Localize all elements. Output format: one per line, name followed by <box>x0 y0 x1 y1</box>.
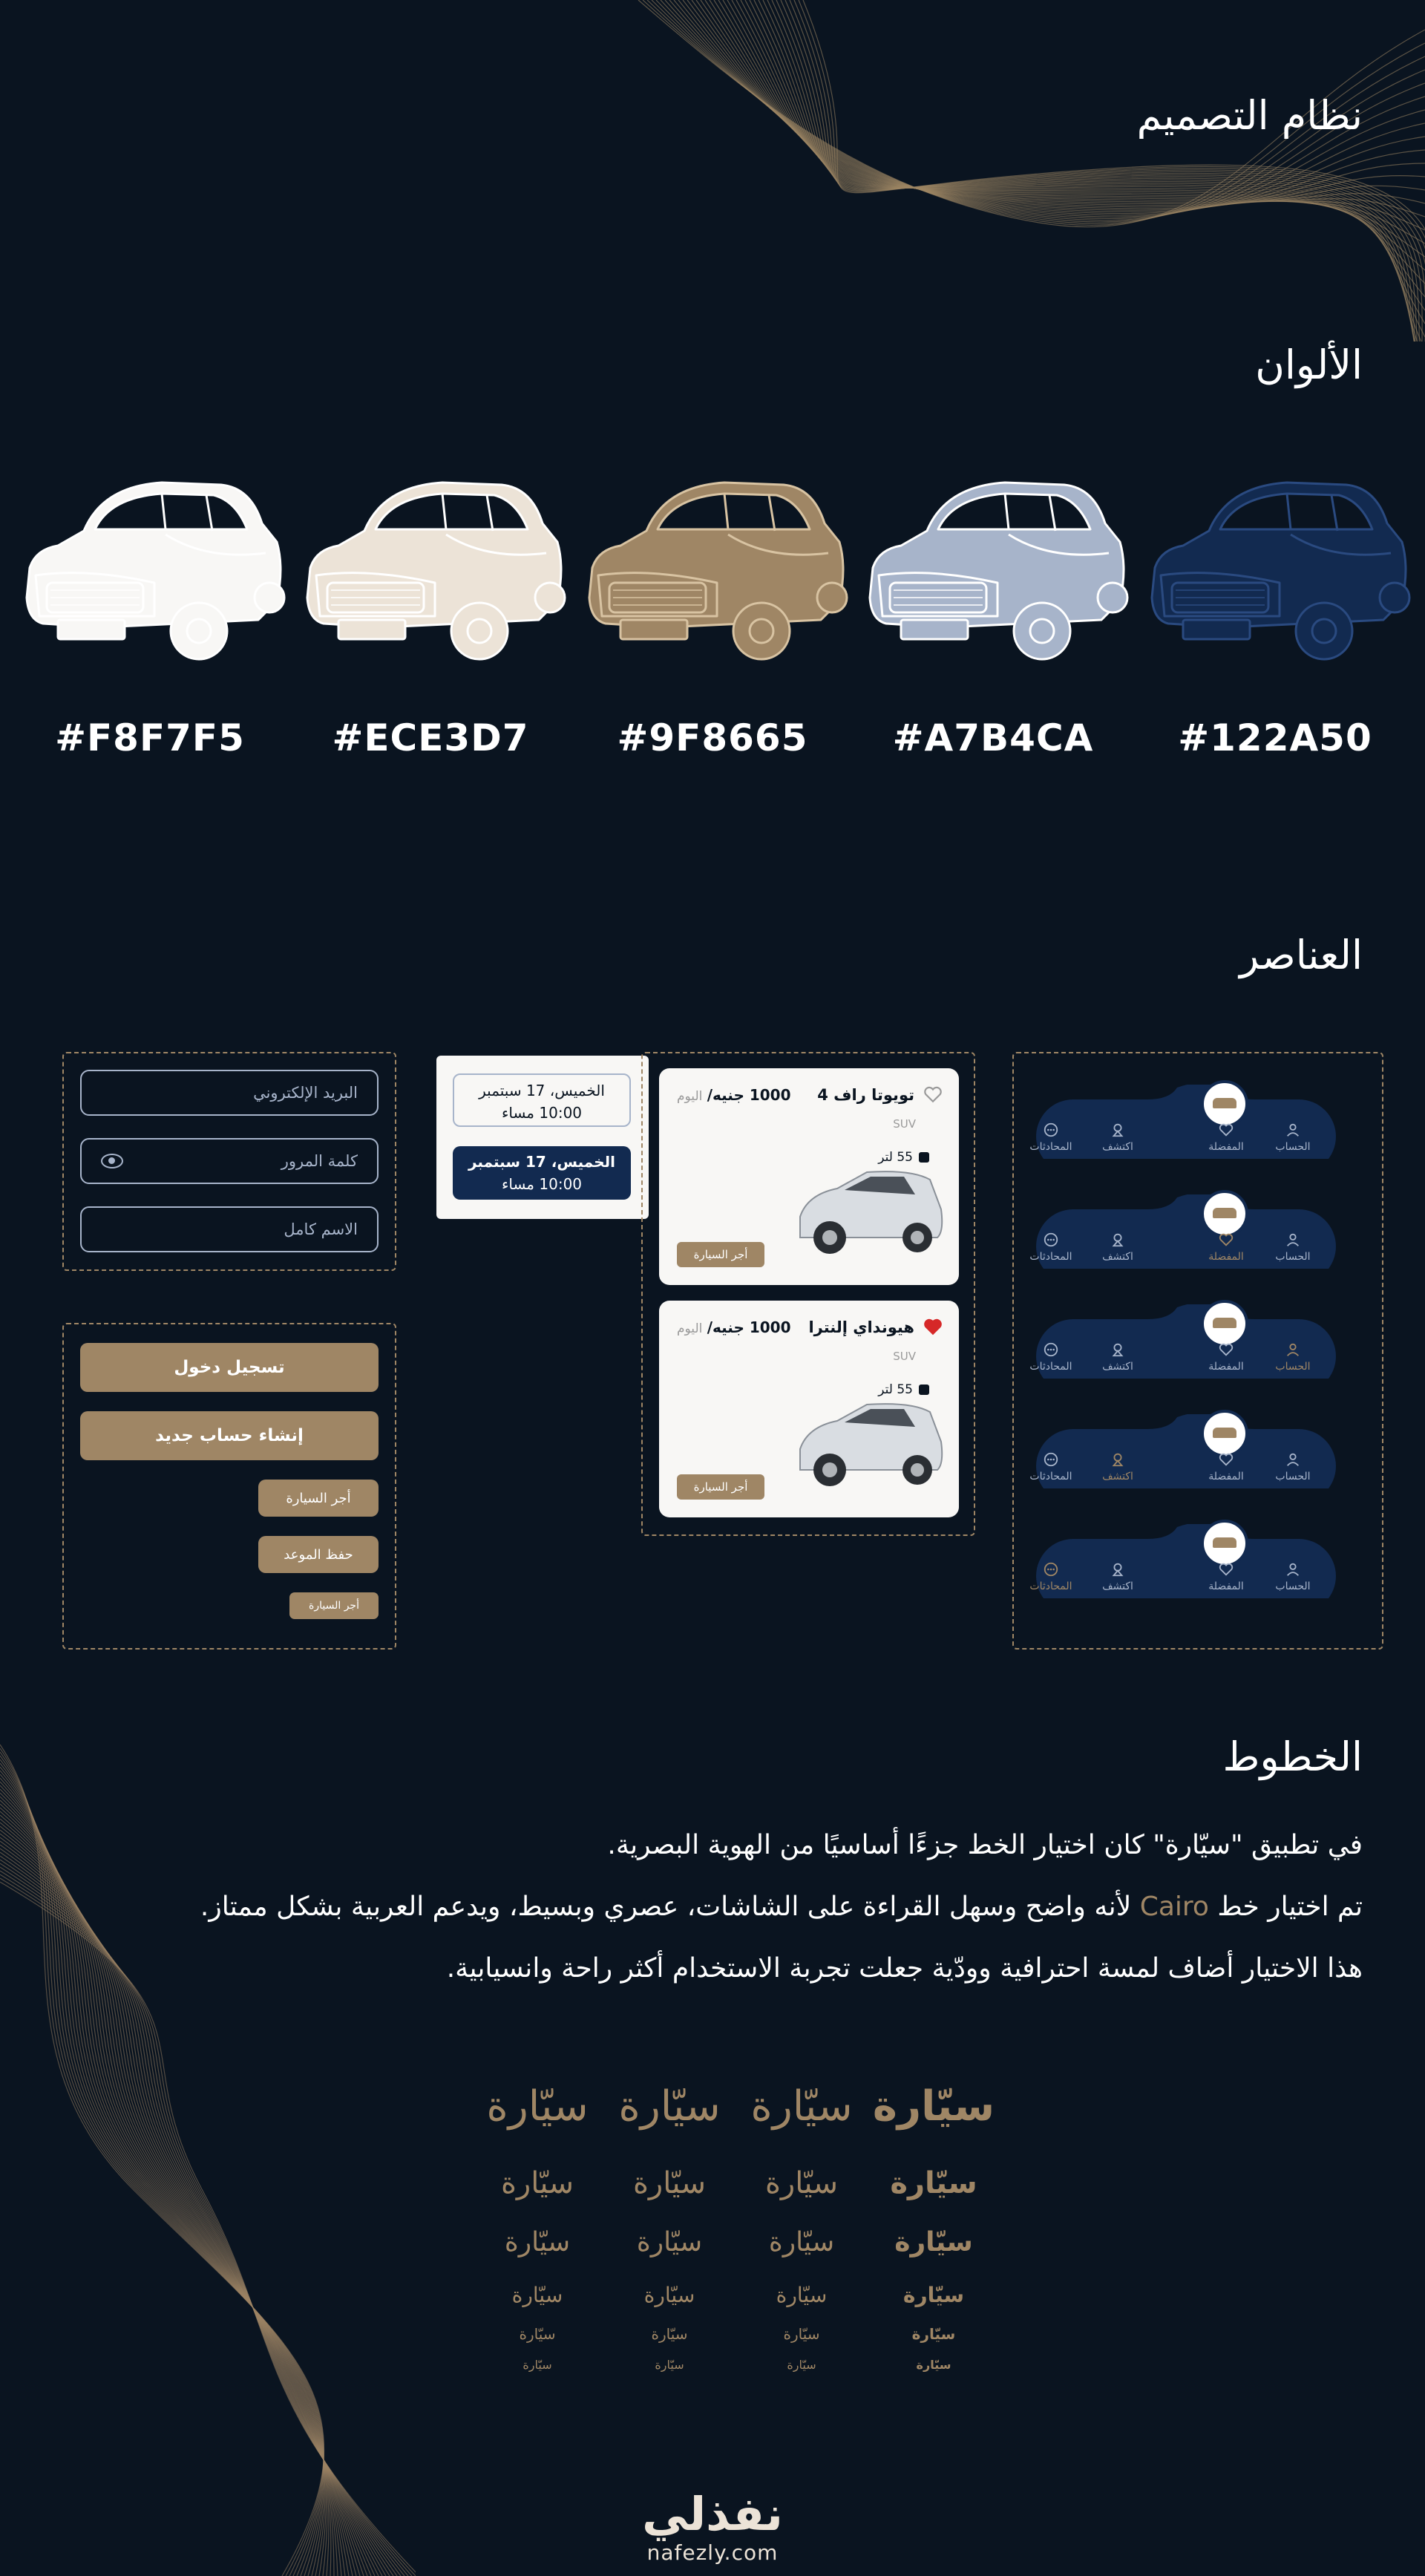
discover-icon <box>1092 1341 1144 1358</box>
account-icon <box>1267 1122 1319 1138</box>
nav-item-chats[interactable]: المحادثات <box>1025 1561 1077 1592</box>
font-sample: سيّارة <box>511 2283 563 2307</box>
nav-item-account[interactable]: الحساب <box>1267 1561 1319 1592</box>
center-car-button[interactable] <box>1201 1190 1248 1238</box>
color-hex-3: #9F8665 <box>617 716 808 759</box>
font-sample: سيّارة <box>486 2082 589 2131</box>
password-field[interactable]: كلمة المرور <box>80 1138 379 1184</box>
nav-item-favorites[interactable]: المفضلة <box>1200 1122 1252 1153</box>
suv-image <box>785 1150 949 1261</box>
font-sample: سيّارة <box>651 2325 688 2343</box>
color-swatch-car-1 <box>13 471 288 676</box>
fonts-paragraph-3: هذا الاختيار أضاف لمسة احترافية وودّية جعلت تجربة الاستخدام أكثر راحة وانسيابية. <box>446 1953 1363 1984</box>
date-option[interactable]: الخميس، 17 سبتمبر 10:00 مساء <box>453 1073 631 1127</box>
center-car-button[interactable] <box>1201 1410 1248 1457</box>
favorites-icon <box>1200 1561 1252 1578</box>
cards-panel <box>641 1052 975 1536</box>
fullname-field[interactable]: الاسم كامل <box>80 1206 379 1252</box>
bottom-nav-bar <box>1029 1085 1336 1159</box>
bottom-nav-bar <box>1029 1304 1336 1379</box>
font-sample: سيّارة <box>636 2227 703 2258</box>
wave-decoration-top <box>594 0 1425 341</box>
color-hex-5: #122A50 <box>1178 716 1372 759</box>
favorites-icon <box>1200 1451 1252 1468</box>
nav-item-chats[interactable]: المحادثات <box>1025 1232 1077 1263</box>
navbars-panel <box>1012 1052 1383 1650</box>
fonts-paragraph-1: في تطبيق "سيّارة" كان اختيار الخط جزءًا أساسيًا من الهوية البصرية. <box>607 1830 1363 1860</box>
nav-item-discover[interactable]: اكتشف <box>1092 1122 1144 1153</box>
center-car-button[interactable] <box>1201 1300 1248 1347</box>
nav-item-account[interactable]: الحساب <box>1267 1451 1319 1482</box>
fonts-heading: الخطوط <box>1222 1733 1363 1780</box>
car-type: SUV <box>893 1117 916 1131</box>
eye-icon[interactable] <box>101 1154 123 1168</box>
car-icon <box>1213 1098 1236 1108</box>
date-option-selected[interactable]: الخميس، 17 سبتمبر 10:00 مساء <box>453 1146 631 1200</box>
font-sample: سيّارة <box>911 2325 956 2343</box>
nav-item-chats[interactable]: المحادثات <box>1025 1451 1077 1482</box>
car-price: 1000 جنيه/ اليوم <box>677 1086 791 1104</box>
color-swatch-car-4 <box>856 471 1131 676</box>
nav-item-favorites[interactable]: المفضلة <box>1200 1451 1252 1482</box>
car-card[interactable] <box>659 1068 959 1285</box>
car-name: تويوتا راف 4 <box>817 1086 914 1104</box>
font-sample: سيّارة <box>632 2166 707 2200</box>
discover-icon <box>1092 1561 1144 1578</box>
color-swatch-car-2 <box>294 471 569 676</box>
car-icon <box>1213 1318 1236 1328</box>
colors-heading: الألوان <box>1255 341 1363 388</box>
color-swatch-car-5 <box>1139 471 1413 676</box>
register-button[interactable]: إنشاء حساب جديد <box>80 1411 379 1460</box>
font-sample: سيّارة <box>776 2283 828 2307</box>
nav-item-discover[interactable]: اكتشف <box>1092 1232 1144 1263</box>
cairo-font-name: Cairo <box>1139 1892 1209 1922</box>
nav-item-account[interactable]: الحساب <box>1267 1341 1319 1373</box>
nav-item-favorites[interactable]: المفضلة <box>1200 1341 1252 1373</box>
email-field[interactable]: البريد الإلكتروني <box>80 1070 379 1116</box>
font-sample: سيّارة <box>916 2358 951 2372</box>
date-picker-card <box>436 1056 649 1219</box>
car-card[interactable] <box>659 1301 959 1517</box>
page-title: نظام التصميم <box>1136 92 1363 139</box>
logo-domain: nafezly.com <box>646 2540 779 2565</box>
account-icon <box>1267 1561 1319 1578</box>
account-icon <box>1267 1341 1319 1358</box>
nav-item-discover[interactable]: اكتشف <box>1092 1561 1144 1592</box>
car-price: 1000 جنيه/ اليوم <box>677 1318 791 1336</box>
buttons-panel <box>62 1323 396 1650</box>
nav-item-account[interactable]: الحساب <box>1267 1232 1319 1263</box>
center-car-button[interactable] <box>1201 1520 1248 1567</box>
favorites-icon <box>1200 1232 1252 1248</box>
login-button[interactable]: تسجيل دخول <box>80 1343 379 1392</box>
center-car-button[interactable] <box>1201 1080 1248 1128</box>
nav-item-chats[interactable]: المحادثات <box>1025 1341 1077 1373</box>
font-sample: سيّارة <box>522 2358 552 2372</box>
nav-item-chats[interactable]: المحادثات <box>1025 1122 1077 1153</box>
chats-icon <box>1025 1122 1077 1138</box>
font-sample: سيّارة <box>872 2082 995 2131</box>
footer-logo <box>623 2488 802 2565</box>
car-name: هيونداي إلنترا <box>808 1318 914 1336</box>
discover-icon <box>1092 1122 1144 1138</box>
nav-item-account[interactable]: الحساب <box>1267 1122 1319 1153</box>
color-swatch-car-3 <box>576 471 851 676</box>
heart-icon[interactable] <box>923 1085 943 1104</box>
font-sample: سيّارة <box>787 2358 816 2372</box>
font-sample: سيّارة <box>500 2166 574 2200</box>
logo-text: نفذلي <box>642 2487 783 2541</box>
discover-icon <box>1092 1451 1144 1468</box>
font-sample: سيّارة <box>618 2082 721 2131</box>
account-icon <box>1267 1451 1319 1468</box>
favorites-icon <box>1200 1122 1252 1138</box>
font-sample: سيّارة <box>894 2227 973 2258</box>
font-sample: سيّارة <box>643 2283 695 2307</box>
suv-image <box>785 1382 949 1494</box>
nav-item-favorites[interactable]: المفضلة <box>1200 1232 1252 1263</box>
font-sample: سيّارة <box>764 2166 839 2200</box>
font-sample: سيّارة <box>783 2325 820 2343</box>
color-hex-1: #F8F7F5 <box>55 716 245 759</box>
heart-icon[interactable] <box>923 1317 943 1336</box>
nav-item-favorites[interactable]: المفضلة <box>1200 1561 1252 1592</box>
favorites-icon <box>1200 1341 1252 1358</box>
color-hex-4: #A7B4CA <box>892 716 1094 759</box>
wave-decoration-bottom <box>0 1730 416 2576</box>
rent-car-button[interactable]: أجر السيارة <box>258 1480 379 1517</box>
rent-car-button[interactable]: أجر السيارة <box>677 1242 764 1267</box>
account-icon <box>1267 1232 1319 1248</box>
bottom-nav-bar <box>1029 1414 1336 1488</box>
chats-icon <box>1025 1232 1077 1248</box>
font-sample: سيّارة <box>902 2283 965 2307</box>
chats-icon <box>1025 1341 1077 1358</box>
nav-item-discover[interactable]: اكتشف <box>1092 1341 1144 1373</box>
car-type: SUV <box>893 1350 916 1363</box>
fuel-spec: 55 لتر <box>878 1382 929 1397</box>
save-appointment-button[interactable]: حفظ الموعد <box>258 1536 379 1573</box>
car-icon <box>1213 1537 1236 1548</box>
font-sample: سيّارة <box>768 2227 835 2258</box>
chats-icon <box>1025 1561 1077 1578</box>
elements-heading: العناصر <box>1239 932 1363 978</box>
bottom-nav-bar <box>1029 1194 1336 1269</box>
fonts-paragraph-2: تم اختيار خط Cairo لأنه واضح وسهل القراءة على الشاشات، عصري وبسيط، ويدعم العربية بشكل ممتاز. <box>200 1892 1363 1922</box>
color-hex-2: #ECE3D7 <box>332 716 529 759</box>
font-sample: سيّارة <box>519 2325 556 2343</box>
car-icon <box>1213 1208 1236 1218</box>
discover-icon <box>1092 1232 1144 1248</box>
font-sample: سيّارة <box>504 2227 571 2258</box>
fuel-spec: 55 لتر <box>878 1150 929 1165</box>
bottom-nav-bar <box>1029 1524 1336 1598</box>
font-sample: سيّارة <box>655 2358 684 2372</box>
rent-car-small-button[interactable]: أجر السيارة <box>289 1592 379 1619</box>
car-icon <box>1213 1428 1236 1438</box>
font-sample: سيّارة <box>750 2082 853 2131</box>
inputs-panel <box>62 1052 396 1271</box>
font-sample: سيّارة <box>890 2166 977 2200</box>
nav-item-discover[interactable]: اكتشف <box>1092 1451 1144 1482</box>
chats-icon <box>1025 1451 1077 1468</box>
rent-car-button[interactable]: أجر السيارة <box>677 1474 764 1500</box>
